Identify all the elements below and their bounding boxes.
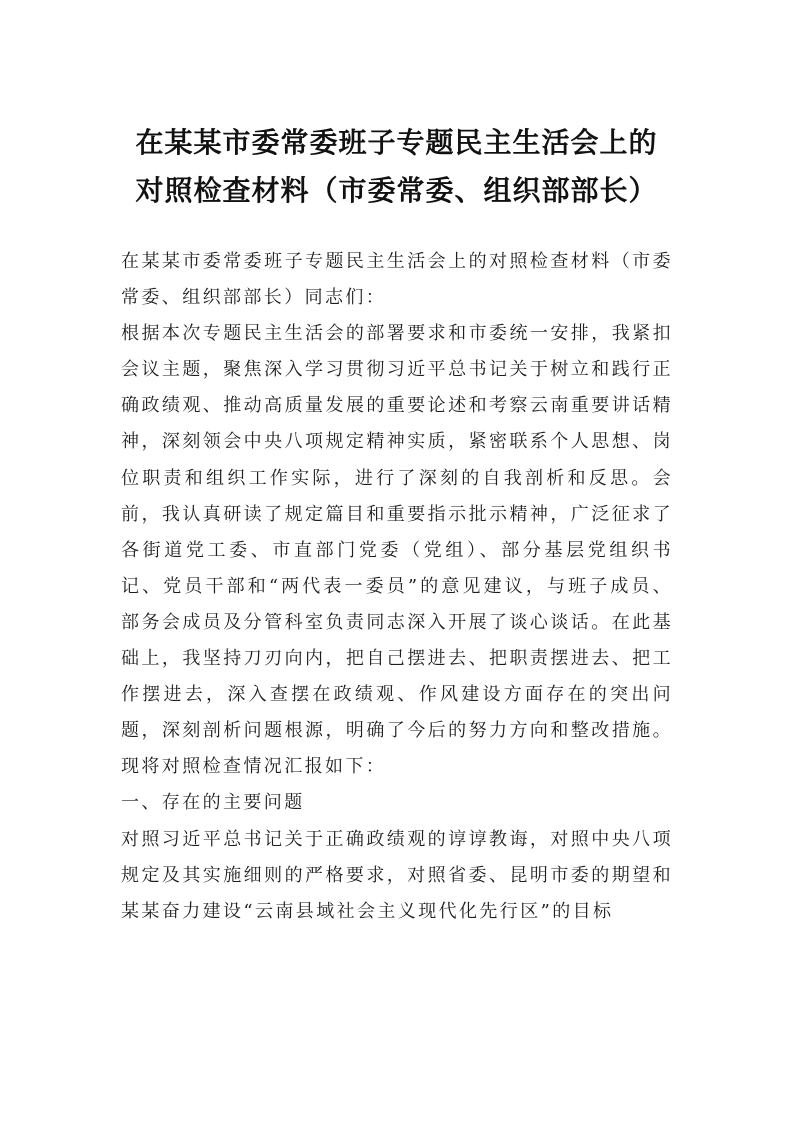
salutation-paragraph: 在某某市委常委班子专题民主生活会上的对照检查材料（市委常委、组织部部长）同志们： <box>121 251 673 309</box>
document-title-line-1: 在某某市委常委班子专题民主生活会上的 <box>135 126 658 159</box>
document-title-line-2: 对照检查材料（市委常委、组织部部长） <box>135 174 658 207</box>
intro-paragraph: 根据本次专题民主生活会的部署要求和市委统一安排，我紧扣会议主题，聚焦深入学习贯彻习近平总书记关于树立和践行正确政绩观、推动高质量发展的重要论述和考察云南重要讲话精神，深刻领会中央八项规定精神实质，紧密联系个人思想、岗位职责和组织工作实际，进行了深刻的自我剖析和反思。会前，我认真研读了规定篇目和重要指示批示精神，广泛征求了各街道党工委、市直部门党委（党组）、部分基层党组织书记、党员干部和“两代表一委员”的意见建议，与班子成员、部务会成员及分管科室负责同志深入开展了谈心谈话。在此基础上，我坚持刀刃向内，把自己摆进去、把职责摆进去、把工作摆进去，深入查摆在政绩观、作风建设方面存在的突出问题，深刻剖析问题根源，明确了今后的努力方向和整改措施。现将对照检查情况汇报如下： <box>121 323 673 778</box>
document-body <box>121 244 673 930</box>
body-paragraph: 对照习近平总书记关于正确政绩观的谆谆教诲，对照中央八项规定及其实施细则的严格要求，对照省委、昆明市委的期望和某某奋力建设“云南县域社会主义现代化先行区”的目标 <box>121 828 673 922</box>
section-heading: 一、存在的主要问题 <box>121 792 305 814</box>
